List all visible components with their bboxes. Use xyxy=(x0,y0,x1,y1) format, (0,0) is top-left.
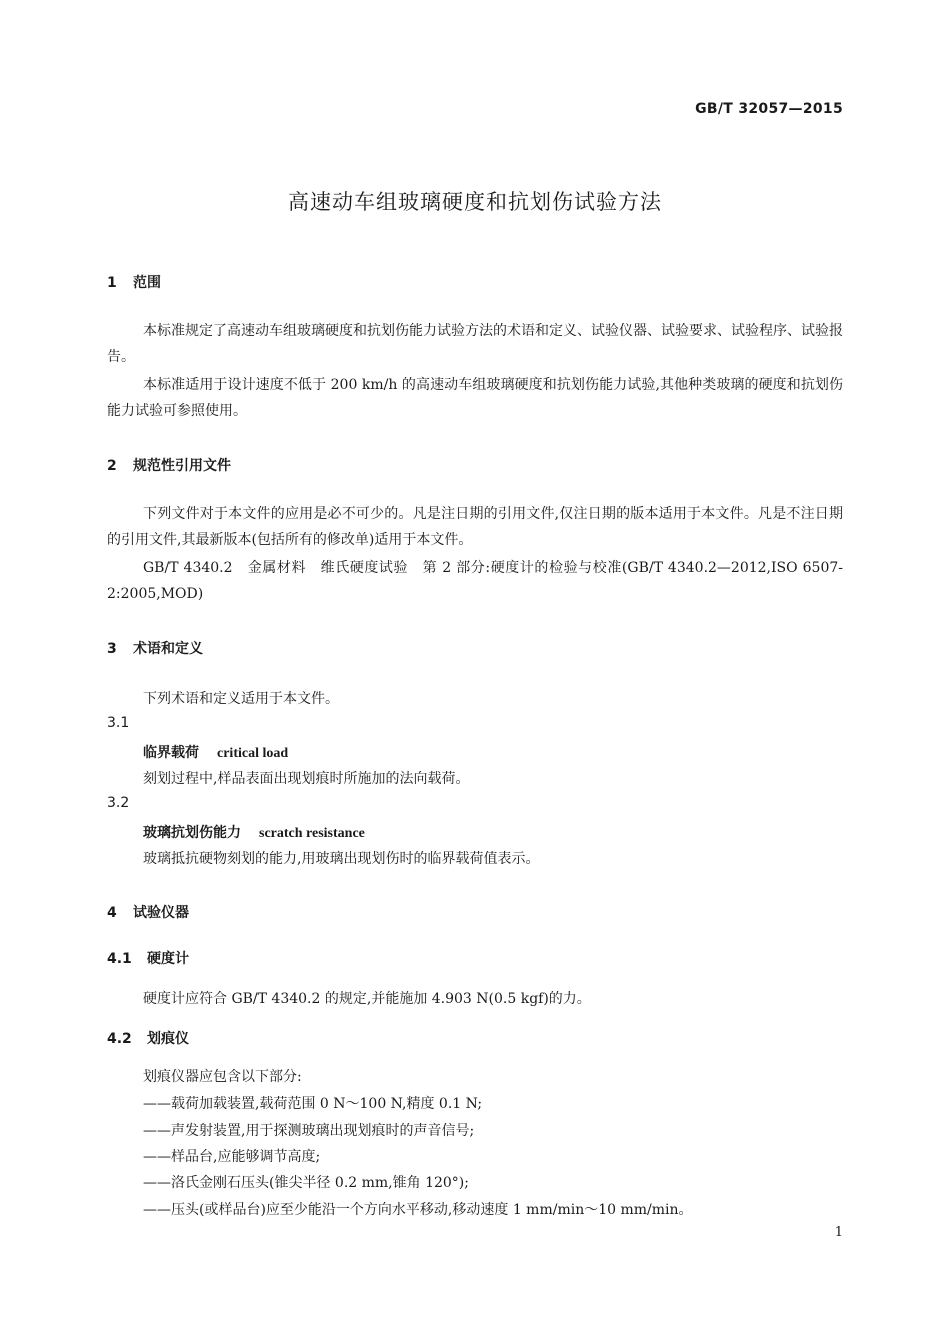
normative-reference: GB/T 4340.2 金属材料 维氏硬度试验 第 2 部分:硬度计的检验与校准(GB/T 4340.2—2012,ISO 6507-2:2005,MOD) xyxy=(107,560,843,602)
section-number: 2 xyxy=(107,458,117,474)
section-1-heading xyxy=(107,272,161,292)
list-item: ——声发射装置,用于探测玻璃出现划痕时的声音信号; xyxy=(143,1123,475,1139)
subsection-title: 硬度计 xyxy=(147,951,189,967)
term-title xyxy=(143,822,365,842)
subsection-number: 4.2 xyxy=(107,1031,132,1047)
section-1-paragraph-1: 本标准规定了高速动车组玻璃硬度和抗划伤能力试验方法的术语和定义、试验仪器、试验要求、试验程序、试验报告。 xyxy=(107,323,843,365)
term-definition: 玻璃抵抗硬物刻划的能力,用玻璃出现划伤时的临界载荷值表示。 xyxy=(143,851,540,867)
term-zh: 玻璃抗划伤能力 xyxy=(143,825,241,841)
subsection-4-2-heading xyxy=(107,1028,189,1048)
subsection-title: 划痕仪 xyxy=(147,1031,189,1047)
term-en: scratch resistance xyxy=(259,826,365,841)
list-item: ——压头(或样品台)应至少能沿一个方向水平移动,移动速度 1 mm/min～10 mm/min。 xyxy=(143,1202,693,1218)
section-4-heading xyxy=(107,902,189,922)
list-item: ——载荷加载装置,载荷范围 0 N～100 N,精度 0.1 N; xyxy=(143,1096,483,1112)
section-number: 3 xyxy=(107,641,117,657)
page-number: 1 xyxy=(834,1225,843,1240)
section-title: 范围 xyxy=(133,275,161,291)
term-title xyxy=(143,742,288,762)
document-title: 高速动车组玻璃硬度和抗划伤试验方法 xyxy=(288,190,662,214)
section-2-paragraph-1: 下列文件对于本文件的应用是必不可少的。凡是注日期的引用文件,仅注日期的版本适用于本文件。凡是不注日期的引用文件,其最新版本(包括所有的修改单)适用于本文件。 xyxy=(107,506,843,548)
term-en: critical load xyxy=(217,746,289,761)
term-definition: 刻划过程中,样品表面出现划痕时所施加的法向载荷。 xyxy=(143,771,470,787)
section-2-heading xyxy=(107,455,231,475)
section-3-heading xyxy=(107,638,203,658)
term-number: 3.2 xyxy=(107,795,130,811)
scratch-tester-intro: 划痕仪器应包含以下部分: xyxy=(143,1069,302,1085)
section-title: 术语和定义 xyxy=(133,641,203,657)
list-item: ——洛氏金刚石压头(锥尖半径 0.2 mm,锥角 120°); xyxy=(143,1175,469,1191)
list-item: ——样品台,应能够调节高度; xyxy=(143,1149,321,1165)
section-title: 试验仪器 xyxy=(133,905,189,921)
section-title: 规范性引用文件 xyxy=(133,458,231,474)
section-number: 1 xyxy=(107,275,117,291)
standard-code: GB/T 32057—2015 xyxy=(695,101,843,117)
terms-intro: 下列术语和定义适用于本文件。 xyxy=(143,691,339,707)
section-number: 4 xyxy=(107,905,117,921)
section-1-paragraph-2: 本标准适用于设计速度不低于 200 km/h 的高速动车组玻璃硬度和抗划伤能力试验,其他种类玻璃的硬度和抗划伤能力试验可参照使用。 xyxy=(107,377,843,419)
term-number: 3.1 xyxy=(107,715,130,731)
subsection-4-1-heading xyxy=(107,948,189,968)
hardness-tester-text: 硬度计应符合 GB/T 4340.2 的规定,并能施加 4.903 N(0.5 kgf)的力。 xyxy=(143,991,591,1007)
term-zh: 临界载荷 xyxy=(143,745,199,761)
subsection-number: 4.1 xyxy=(107,951,132,967)
